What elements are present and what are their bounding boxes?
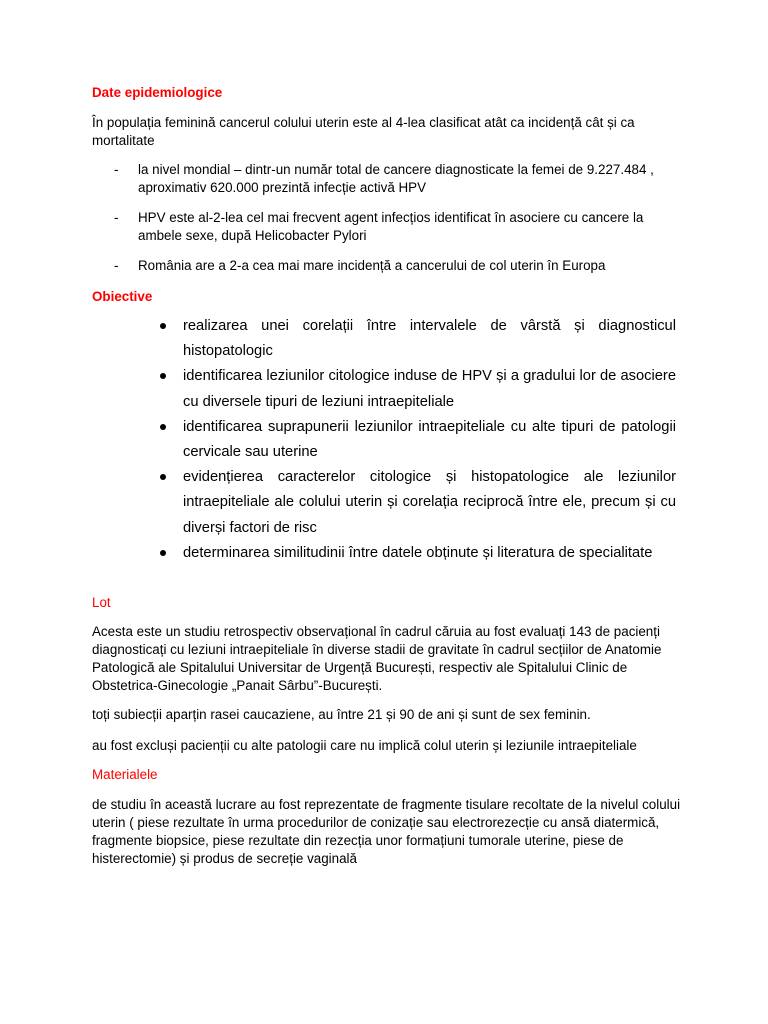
- objective-item: determinarea similitudinii între datele obținute și literatura de specialitate: [158, 541, 676, 566]
- objectives-list: [158, 314, 676, 566]
- materials-paragraph: de studiu în această lucrare au fost reprezentate de fragmente tisulare recoltate de la nivelul colului uterin ( piese rezultate în urma procedurilor de conizație sau electrorezecție cu ansă diatermică, fragmente biopsice, piese rezultate din rezecția unor formațiuni tumorale uterine, piese de histerectomie) și produs de secreție vaginală: [92, 797, 681, 866]
- heading-epidemiology: Date epidemiologice: [92, 85, 223, 100]
- heading-objectives: Obiective: [92, 289, 153, 304]
- epidemiology-item-text: la nivel mondial – dintr-un număr total de cancere diagnosticate la femei de 9.227.484 , aproximativ 620.000 prezintă infecție activă HPV: [138, 162, 654, 195]
- epidemiology-item-text: HPV este al-2-lea cel mai frecvent agent infecțios identificat în asociere cu cancere la ambele sexe, după Helicobacter Pylori: [138, 210, 644, 243]
- objective-item: identificarea suprapunerii leziunilor intraepiteliale cu alte tipuri de patologii cervicale sau uterine: [158, 415, 676, 465]
- objective-item: realizarea unei corelații între intervalele de vârstă și diagnosticul histopatologic: [158, 314, 676, 364]
- lot-paragraph: toți subiecții aparțin rasei caucaziene, au între 21 și 90 de ani și sunt de sex feminin.: [92, 707, 591, 722]
- dash-marker: -: [114, 162, 119, 177]
- lot-paragraph: au fost excluși pacienții cu alte patologii care nu implică colul uterin și leziunile intraepiteliale: [92, 738, 637, 753]
- dash-marker: -: [114, 258, 119, 273]
- dash-marker: -: [114, 210, 119, 225]
- epidemiology-item-text: România are a 2-a cea mai mare incidență a cancerului de col uterin în Europa: [138, 258, 606, 273]
- heading-lot: Lot: [92, 595, 111, 610]
- heading-materials: Materialele: [92, 767, 158, 782]
- objective-item: identificarea leziunilor citologice induse de HPV și a gradului lor de asociere cu diversele tipuri de leziuni intraepiteliale: [158, 364, 676, 414]
- epidemiology-intro: În populația feminină cancerul colului uterin este al 4-lea clasificat atât ca incidență cât și ca mortalitate: [92, 115, 635, 148]
- objective-item: evidențierea caracterelor citologice și histopatologice ale leziunilor intraepiteliale ale colului uterin și corelația reciprocă între ele, precum și cu diverși factori de risc: [158, 465, 676, 541]
- lot-paragraph: Acesta este un studiu retrospectiv observațional în cadrul căruia au fost evaluați 143 de pacienți diagnosticați cu leziuni intraepiteliale în diverse stadii de gravitate în cadrul secțiilor de Anatomie Patologică ale Spitalului Universitar de Urgență București, respectiv ale Spitalului Clinic de Obstetrica-Ginecologie „Panait Sârbu”-București.: [92, 624, 662, 693]
